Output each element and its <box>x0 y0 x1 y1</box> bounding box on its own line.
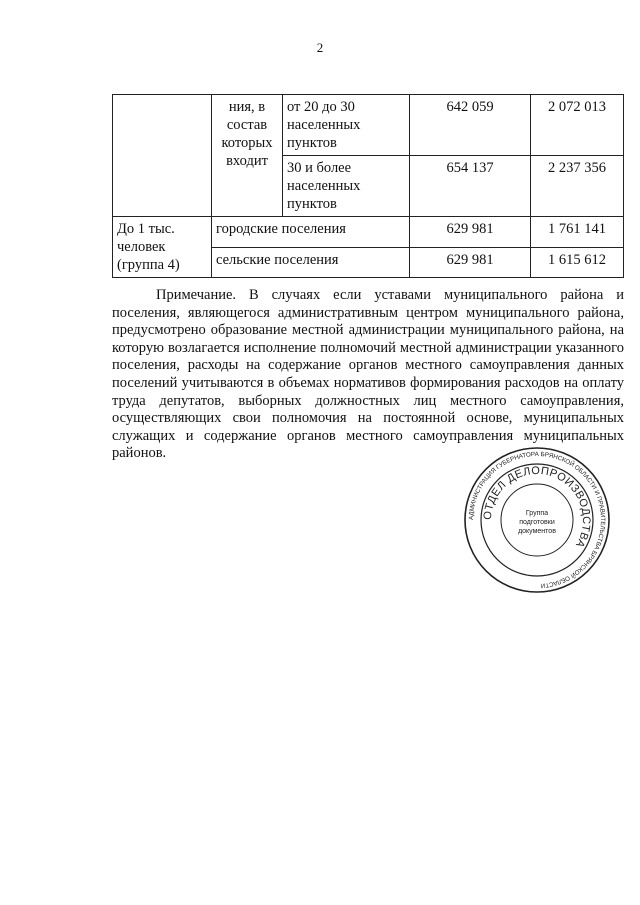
stamp-seal <box>462 445 612 595</box>
stamp-center-line2: подготовки <box>519 519 555 526</box>
table-cell: 2 237 356 <box>531 156 624 217</box>
table-cell: 2 072 013 <box>531 95 624 156</box>
table-cell: 629 981 <box>410 247 531 278</box>
table-row <box>113 217 624 248</box>
stamp-middle-text: ОТДЕЛ ДЕЛОПРОИЗВОДСТВА <box>481 464 593 550</box>
table-cell: 1 615 612 <box>531 247 624 278</box>
table-cell: 1 761 141 <box>531 217 624 248</box>
table-cell: городские поселения <box>212 217 410 248</box>
stamp <box>462 445 612 595</box>
stamp-outer-text: АДМИНИСТРАЦИЯ ГУБЕРНАТОРА БРЯНСКОЙ ОБЛАСТИ И ПРАВИТЕЛЬСТВА БРЯНСКОЙ ОБЛАСТИ <box>467 450 607 589</box>
table-cell: 642 059 <box>410 95 531 156</box>
budget-table <box>112 94 624 278</box>
note-text: Примечание. В случаях если уставами муниципального района и поселения, являющегося административным центром муниципального района, предусмотрено образование местной администрации муниципального района, на которую возлагается исполнение полномочий местной администрации указанного поселения, расходы на содержание органов местного самоуправления данных поселений учитываются в объемах нормативов формирования расходов на оплату труда депутатов, выборных должностных лиц местного самоуправления, осуществляющих свои полномочия на постоянной основе, муниципальных служащих и содержание органов местного самоуправления муниципальных районов. <box>112 287 624 462</box>
page-number: 2 <box>316 40 324 55</box>
table-cell: от 20 до 30 населенных пунктов <box>283 95 410 156</box>
table-cell: сельские поселения <box>212 247 410 278</box>
table-cell: 654 137 <box>410 156 531 217</box>
table-cell: ния, в состав которых входит <box>212 95 283 217</box>
table-row <box>113 95 624 156</box>
stamp-center-line3: документов <box>518 528 556 535</box>
table-cell: 629 981 <box>410 217 531 248</box>
note-paragraph <box>112 287 624 463</box>
table-cell: 30 и более населенных пунктов <box>283 156 410 217</box>
table-cell <box>113 95 212 217</box>
stamp-center-line1: Группа <box>525 510 549 517</box>
table-cell: До 1 тыс. человек (группа 4) <box>113 217 212 278</box>
